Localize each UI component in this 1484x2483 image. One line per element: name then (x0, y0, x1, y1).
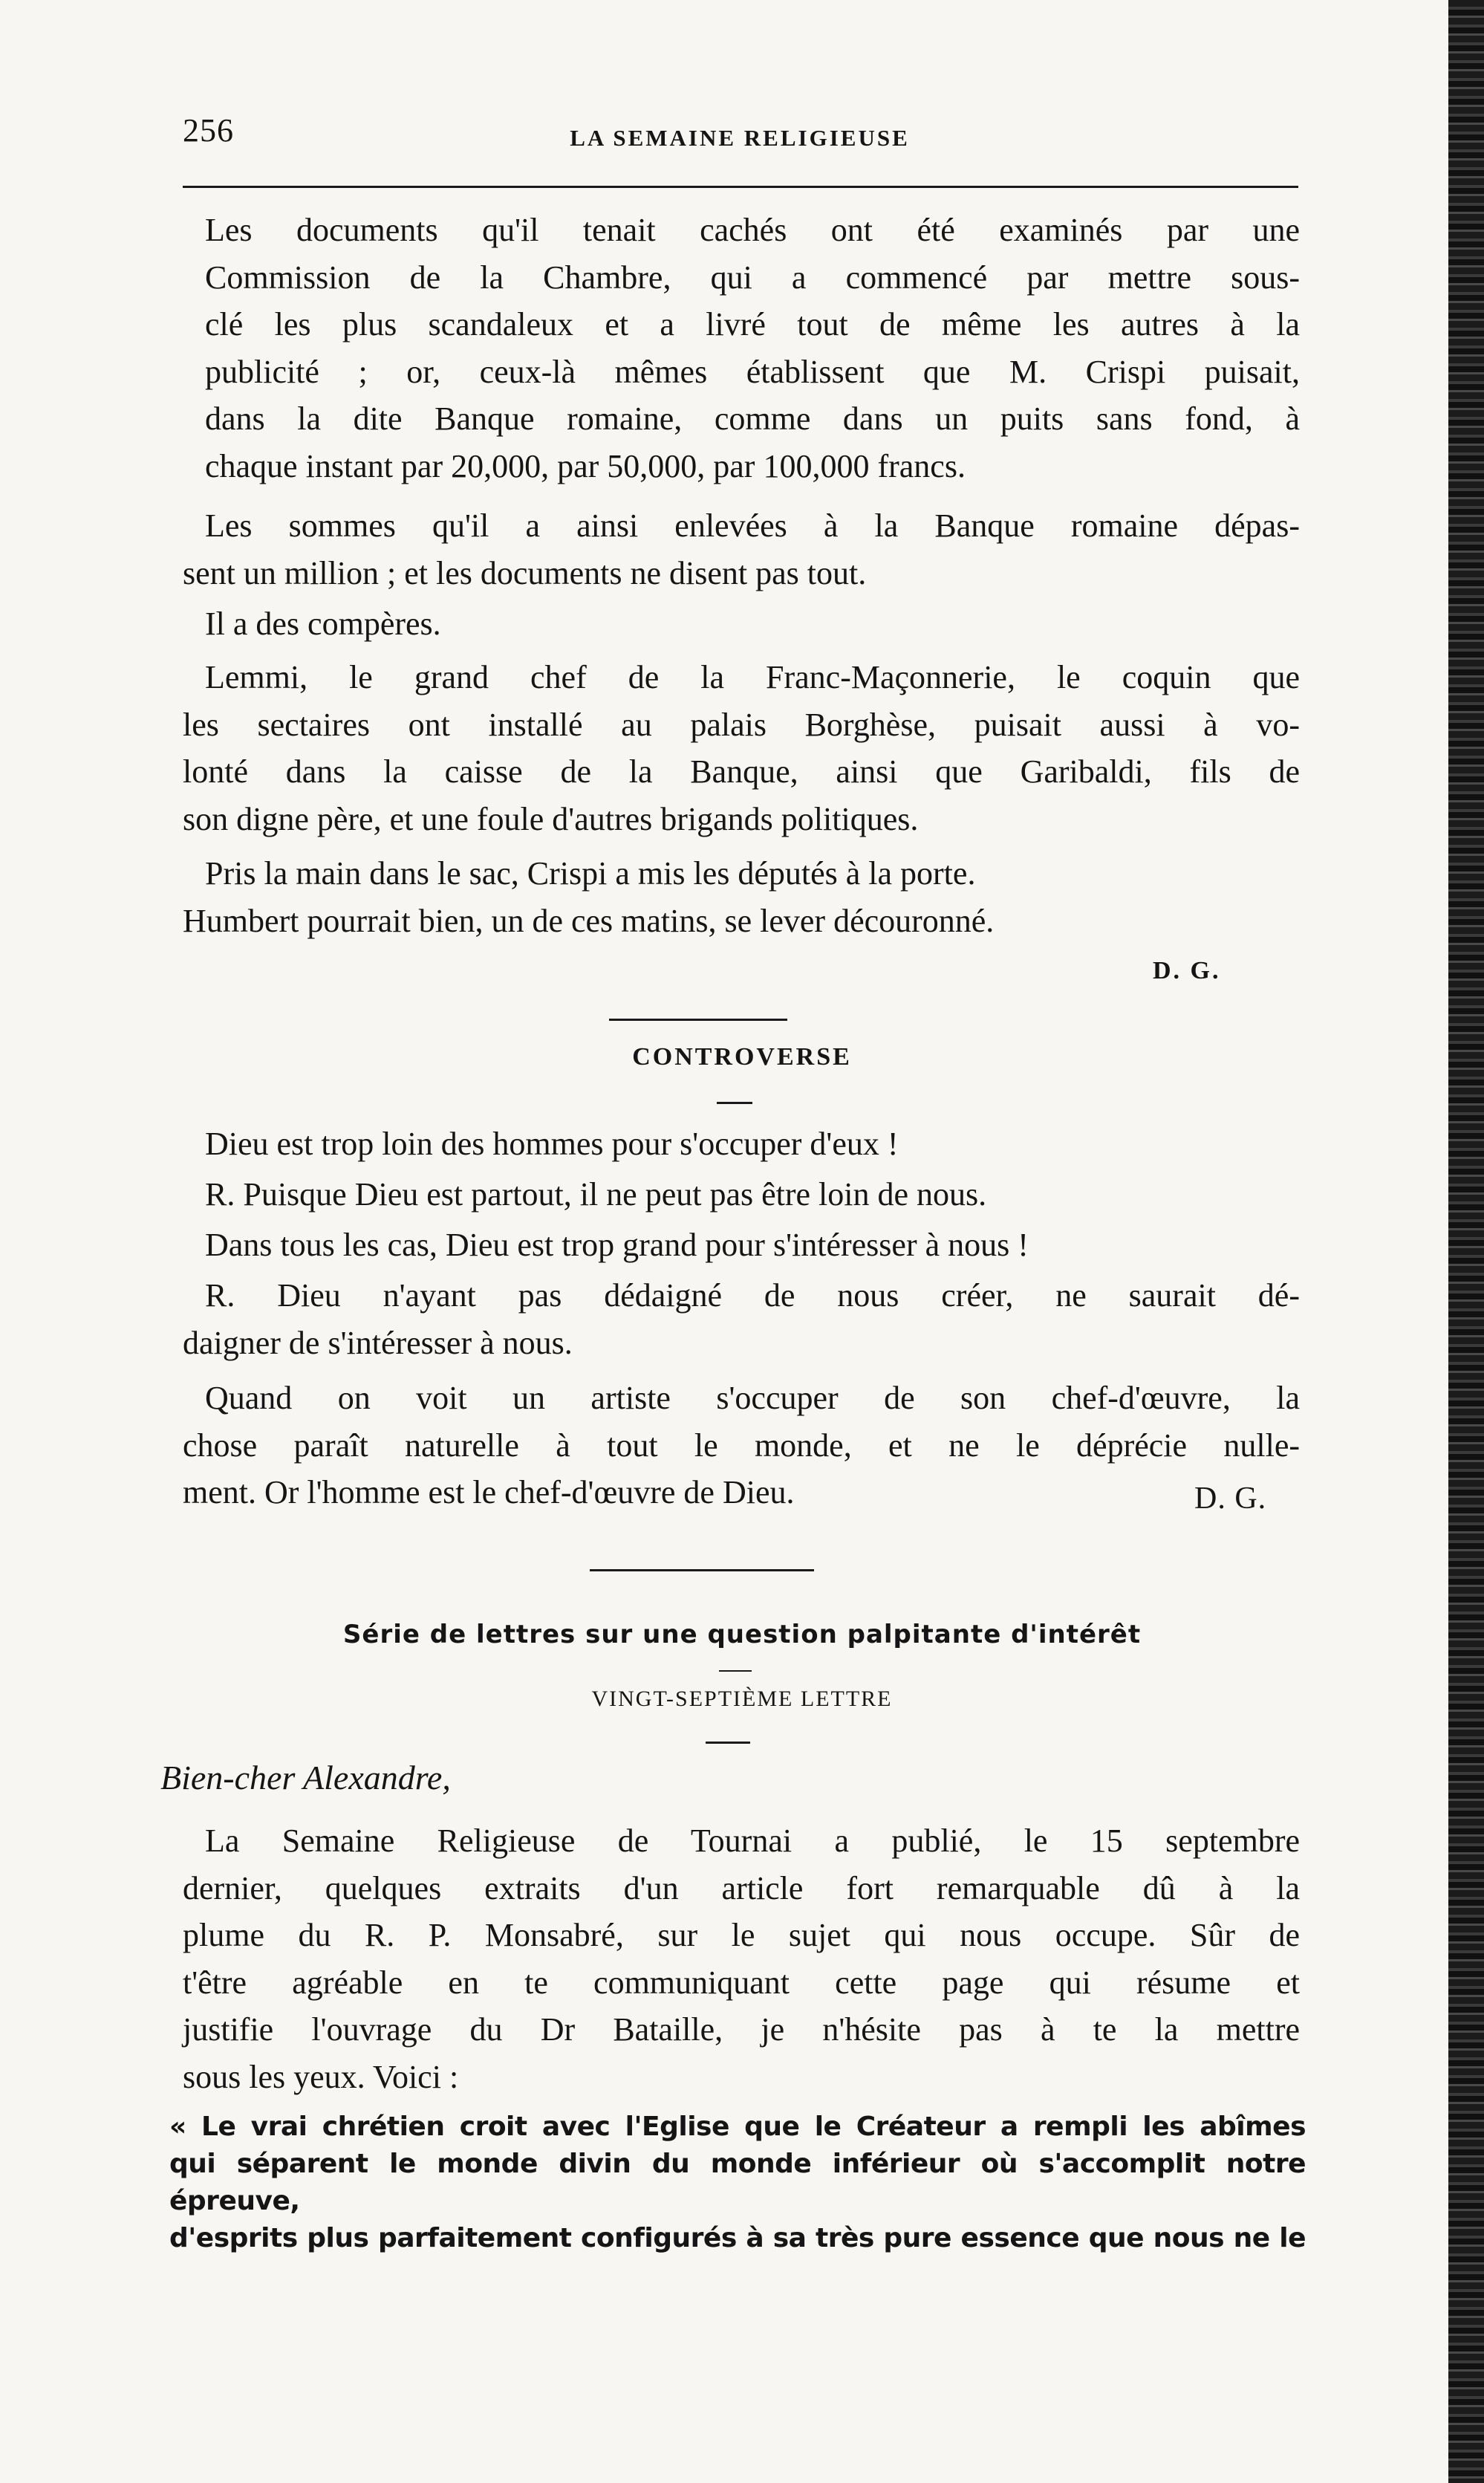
text-line: chose paraît naturelle à tout le monde, et ne le déprécie nulle- (183, 1426, 1300, 1464)
text-line: dans la dite Banque romaine, comme dans un puits sans fond, à (205, 400, 1300, 437)
header-rule (183, 186, 1298, 188)
text-line: Dans tous les cas, Dieu est trop grand pour s'intéresser à nous ! (205, 1227, 1029, 1263)
article-paragraph (205, 600, 1300, 648)
section-divider (609, 1019, 787, 1021)
text-line: daigner de s'intéresser à nous. (183, 1324, 573, 1361)
title-dash (717, 1102, 752, 1104)
text-line: son digne père, et une foule d'autres brigands politiques. (183, 800, 919, 837)
title-dash (706, 1742, 750, 1744)
salutation: Bien-cher Alexandre, (160, 1759, 451, 1796)
text-line: Les sommes qu'il a ainsi enlevées à la Banque romaine dépas- (205, 507, 1300, 544)
text-line: clé les plus scandaleux et a livré tout de même les autres à la (205, 306, 1300, 343)
article-paragraph (183, 850, 1300, 944)
text-line: chaque instant par 20,000, par 50,000, par 100,000 francs. (205, 447, 966, 484)
page-edge-binding (1448, 0, 1484, 2483)
running-head: LA SEMAINE RELIGIEUSE (570, 125, 910, 151)
text-line: lonté dans la caisse de la Banque, ainsi que Garibaldi, fils de (183, 753, 1300, 790)
section-title: CONTROVERSE (632, 1043, 852, 1071)
series-title: Série de lettres sur une question palpitante d'intérêt (342, 1620, 1142, 1649)
controverse-paragraph (183, 1272, 1300, 1366)
text-line: R. Dieu n'ayant pas dédaigné de nous créer, ne saurait dé- (205, 1277, 1300, 1314)
text-line: qui séparent le monde divin du monde inférieur où s'accomplit notre épreuve, (169, 2149, 1306, 2216)
article-paragraph (183, 502, 1300, 597)
text-line: « Le vrai chrétien croit avec l'Eglise que le Créateur a rempli les abîmes (169, 2112, 1306, 2142)
page-header (183, 111, 1297, 156)
text-line: Les documents qu'il tenait cachés ont été examinés par une (205, 212, 1300, 248)
text-line: Lemmi, le grand chef de la Franc-Maçonnerie, le coquin que (205, 659, 1300, 695)
text-line: Dieu est trop loin des hommes pour s'occuper d'eux ! (205, 1126, 899, 1162)
letter-paragraph (183, 1817, 1300, 2100)
text-line: les sectaires ont installé au palais Borghèse, puisait aussi à vo- (183, 706, 1300, 743)
title-dash (719, 1670, 752, 1672)
text-line: t'être agréable en te communiquant cette page qui résume et (183, 1964, 1300, 2001)
text-line: d'esprits plus parfaitement configurés à sa très pure essence que nous ne le (169, 2223, 1306, 2253)
controverse-paragraph (183, 1374, 1300, 1516)
text-line: dernier, quelques extraits d'un article fort remarquable dû à la (183, 1869, 1300, 1906)
text-line: sous les yeux. Voici : (183, 2058, 459, 2095)
text-line: sent un million ; et les documents ne disent pas tout. (183, 554, 867, 591)
text-line: Humbert pourrait bien, un de ces matins, se lever découronné. (183, 902, 995, 939)
controverse-paragraph (205, 1221, 1300, 1269)
page-number: 256 (183, 112, 234, 149)
controverse-paragraph (205, 1171, 1300, 1218)
text-line: Il a des compères. (205, 606, 441, 642)
text-line: justifie l'ouvrage du Dr Bataille, je n'hésite pas à te la mettre (183, 2011, 1300, 2048)
text-line: Commission de la Chambre, qui a commencé par mettre sous- (205, 259, 1300, 296)
text-line: plume du R. P. Monsabré, sur le sujet qui nous occupe. Sûr de (183, 1917, 1300, 1953)
article-paragraph (183, 654, 1300, 843)
letter-title: VINGT-SEPTIÈME LETTRE (591, 1687, 893, 1711)
text-line: Pris la main dans le sac, Crispi a mis les députés à la porte. (205, 855, 976, 892)
quotation-block (169, 2109, 1306, 2257)
text-line: ment. Or l'homme est le chef-d'œuvre de Dieu. (183, 1474, 795, 1510)
signature: D. G. (1153, 957, 1221, 984)
text-line: Quand on voit un artiste s'occuper de son chef-d'œuvre, la (205, 1380, 1300, 1416)
text-line: R. Puisque Dieu est partout, il ne peut pas être loin de nous. (205, 1176, 987, 1213)
signature: D. G. (1194, 1481, 1267, 1516)
text-line: publicité ; or, ceux-là mêmes établissent que M. Crispi puisait, (205, 353, 1300, 390)
text-line: La Semaine Religieuse de Tournai a publié, le 15 septembre (205, 1823, 1300, 1859)
controverse-paragraph (205, 1120, 1300, 1168)
section-divider (590, 1569, 814, 1571)
article-paragraph (205, 207, 1300, 490)
